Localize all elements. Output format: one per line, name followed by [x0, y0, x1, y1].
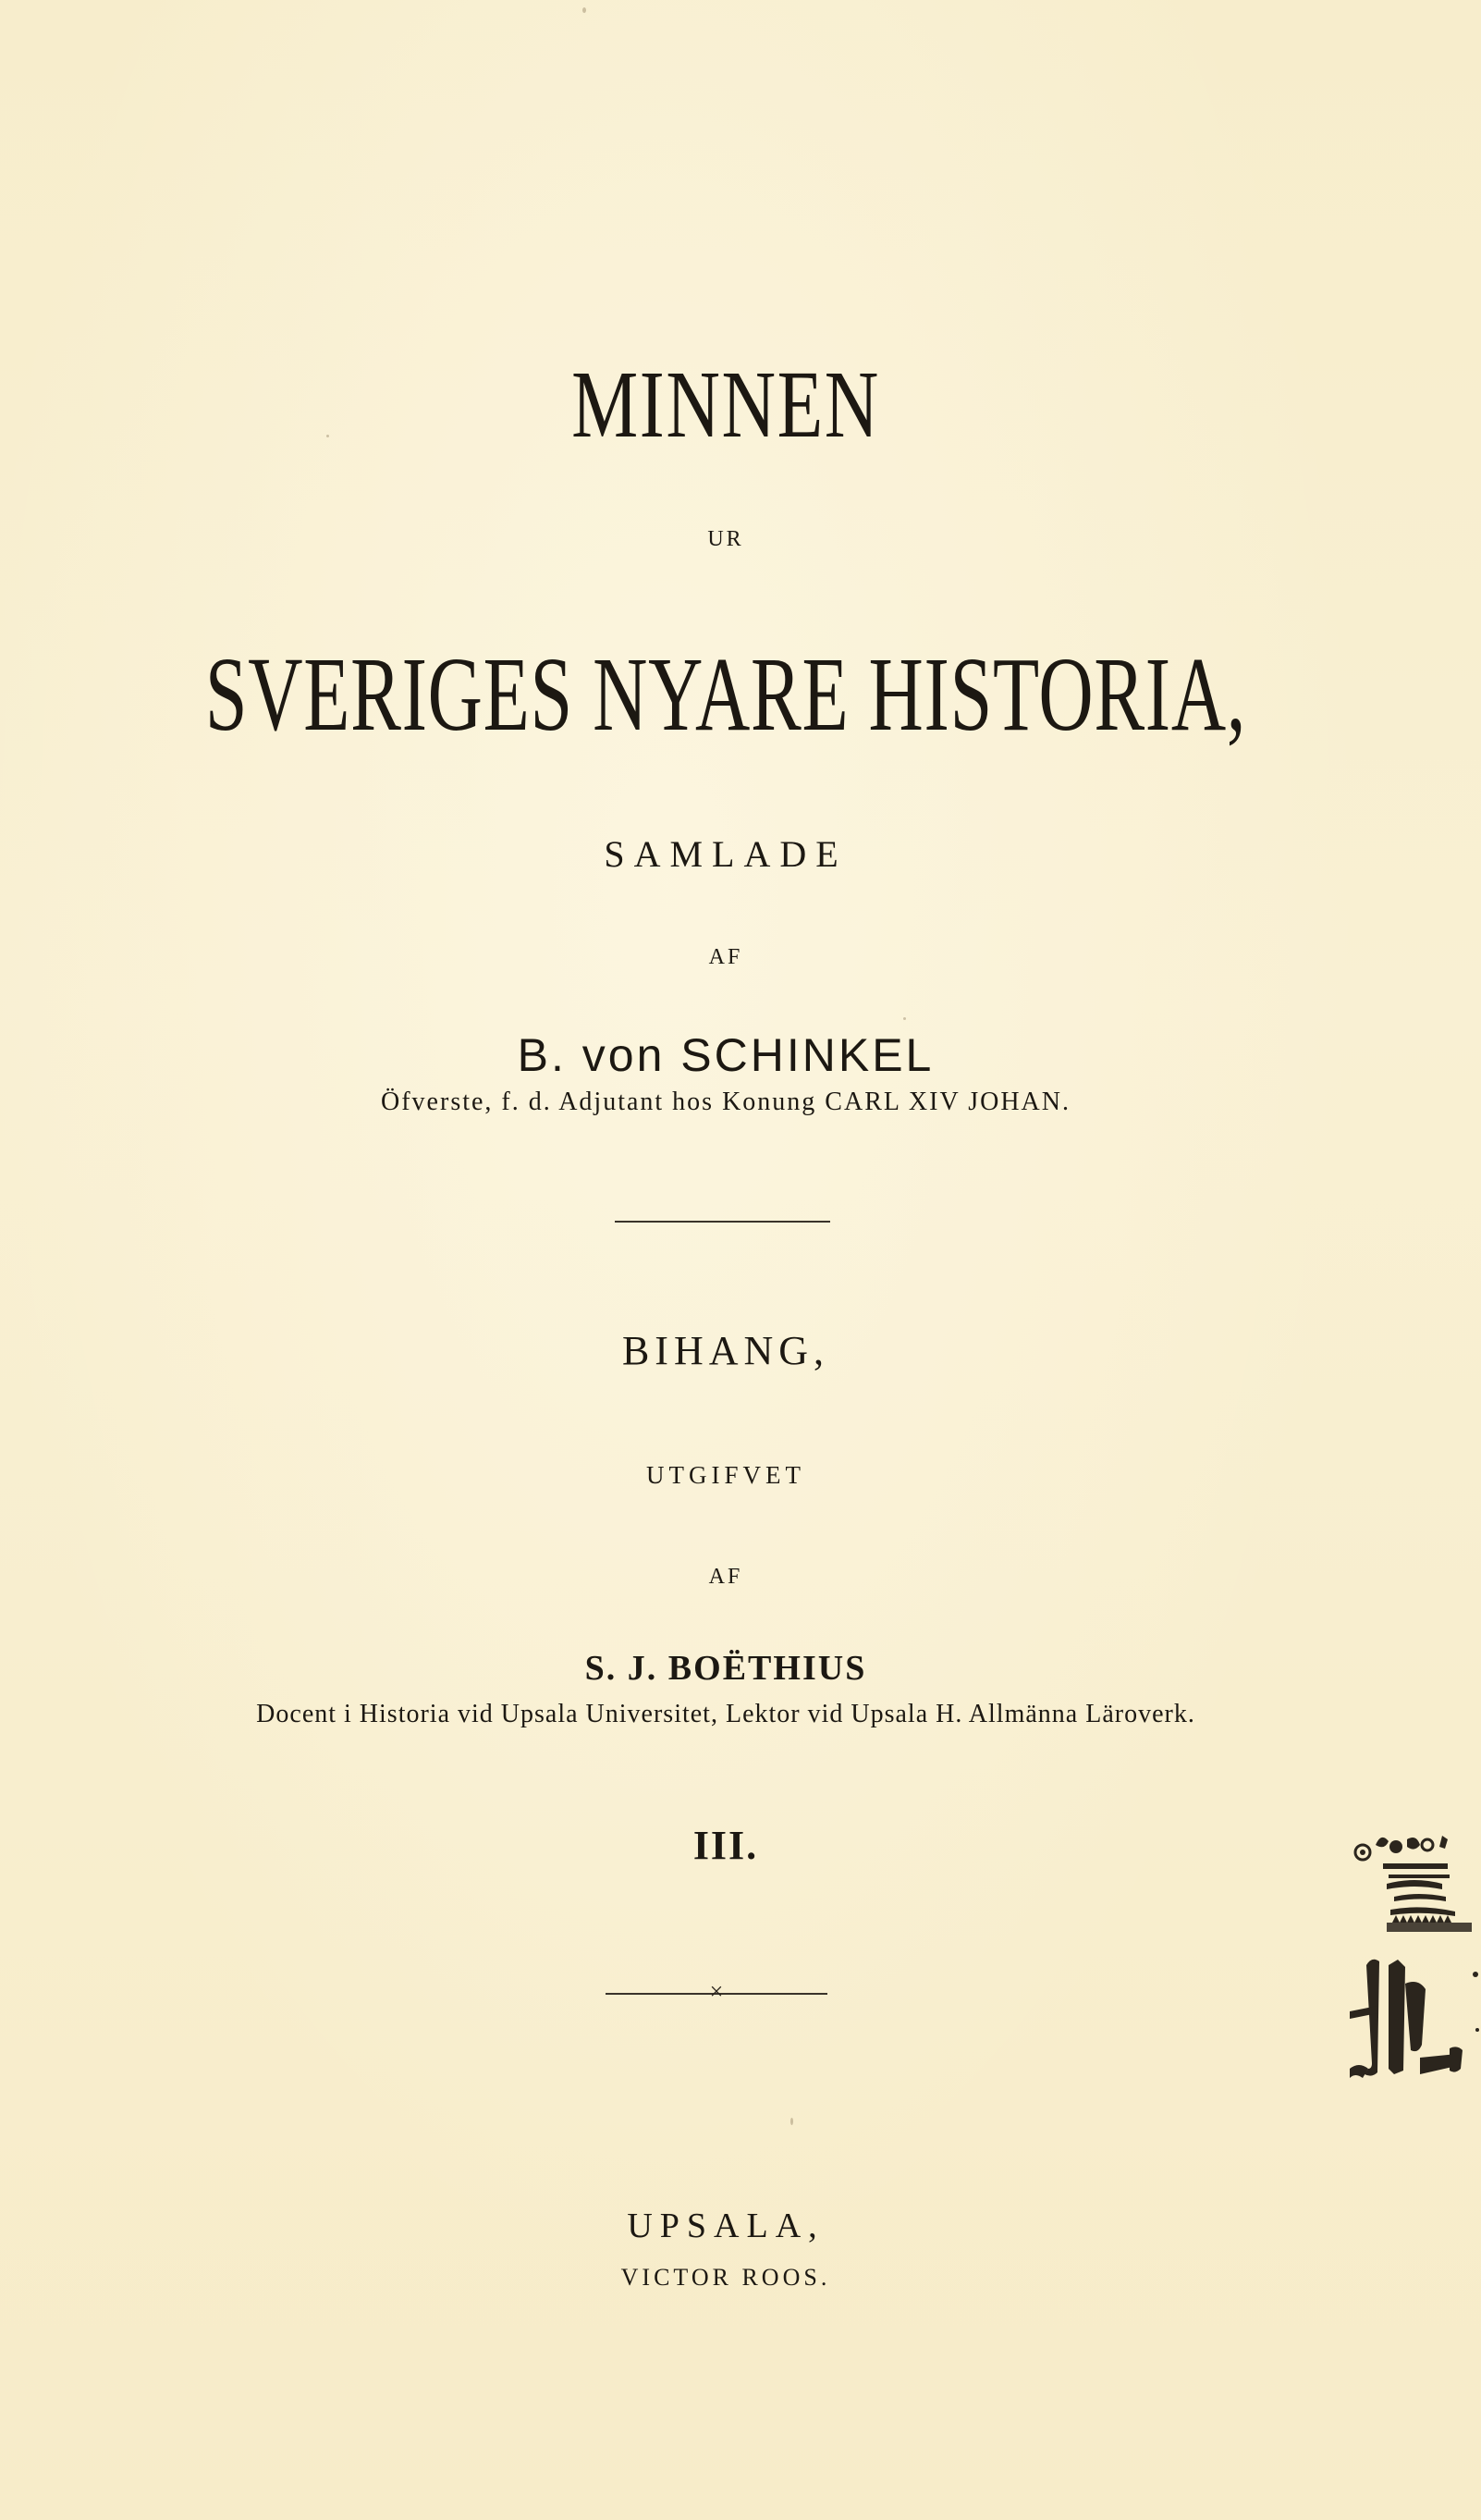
editor-title: Docent i Historia vid Upsala Universitet, Lektor vid Upsala H. Allmänna Läroverk.: [256, 1700, 1195, 1728]
divider-rule: [615, 1221, 830, 1223]
title-sveriges-nyare-historia: SVERIGES NYARE HISTORIA,: [204, 635, 1247, 753]
paper-speck: [790, 2118, 793, 2125]
library-stamp-icon: [1350, 1826, 1481, 2095]
title-minnen: MINNEN: [571, 351, 880, 458]
paper-speck: [903, 1017, 906, 1020]
paper-speck: [326, 435, 329, 437]
by-label-1: AF: [708, 945, 743, 969]
edited-label: UTGIFVET: [646, 1461, 805, 1489]
publisher-name: VICTOR ROOS.: [620, 2264, 831, 2291]
author-name: B. von SCHINKEL: [517, 1029, 935, 1081]
editor-name: S. J. BOËTHIUS: [584, 1649, 867, 1688]
publication-place: UPSALA,: [627, 2207, 825, 2245]
by-label-2: AF: [708, 1565, 743, 1589]
collected-by-label: SAMLADE: [604, 833, 848, 875]
title-ur: UR: [707, 527, 744, 551]
author-title: Öfverste, f. d. Adjutant hos Konung CARL XIV JOHAN.: [381, 1088, 1071, 1116]
ornament-cross-icon: ×: [709, 1978, 724, 2005]
volume-number: III.: [692, 1823, 759, 1868]
paper-speck: [582, 7, 586, 13]
appendix-label: BIHANG,: [621, 1328, 830, 1373]
